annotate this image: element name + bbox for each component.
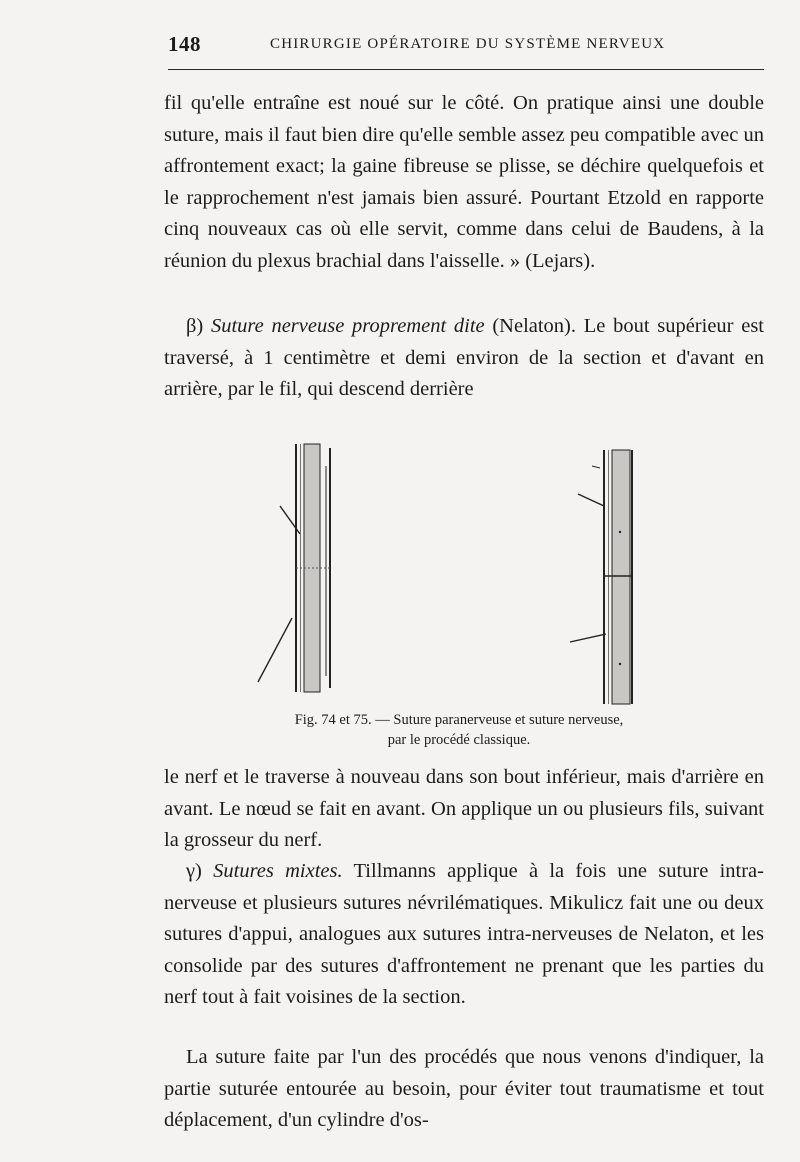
header-rule <box>168 69 764 70</box>
item-marker-gamma: γ) <box>186 860 202 882</box>
caption-line-1: Fig. 74 et 75. — Suture paranerveuse et suture nerveuse, <box>294 712 624 728</box>
figure-74-nerve <box>258 444 330 692</box>
item-marker-beta: β) <box>186 315 204 337</box>
paragraph-2-text: (Nelaton). Le bout supérieur est traversé, à 1 centimètre et demi environ de la section et d'avant en arrière, par le fil, qui descend derrière <box>164 315 764 400</box>
paragraph-5 <box>164 1042 764 1137</box>
paragraph-suture-nerveuse <box>164 311 764 406</box>
suture-thread-upper-75 <box>578 494 604 506</box>
suture-thread-lower-75 <box>570 634 606 642</box>
paragraph-4-text: Tillmanns applique à la fois une suture intra-nerveuse et plusieurs sutures névrilématiques. Mikulicz fait une ou deux sutures d'appui, analogues aux sutures intra-nerveuses de Nelaton, et les consolide par des sutures d'affrontement ne prenant que les parties du nerf tout à fait voisines de la section. <box>164 860 764 1008</box>
paragraph-5-text: La suture faite par l'un des procédés que nous venons d'indiquer, la partie suturée entourée au besoin, pour éviter tout traumatisme et tout déplacement, d'un cylindre d'os- <box>164 1046 764 1131</box>
figure-caption <box>224 710 694 750</box>
page-number: 148 <box>168 32 201 56</box>
paragraph-sutures-mixtes <box>164 856 764 1014</box>
caption-line-2: par le procédé classique. <box>387 732 531 748</box>
suture-thread-lower <box>258 618 292 682</box>
figure-74-75 <box>240 436 660 708</box>
paragraph-3: le nerf et le traverse à nouveau dans son bout inférieur, mais d'arrière en avant. Le nœud se fait en avant. On applique un ou plusieurs fils, suivant la grosseur du nerf. <box>164 766 764 851</box>
page-header <box>168 28 764 68</box>
section-title-sutures-mixtes: Sutures mixtes. <box>213 860 343 882</box>
paragraph-1: fil qu'elle entraîne est noué sur le côté. On pratique ainsi une double suture, mais il faut bien dire qu'elle semble assez peu compatible avec un affrontement exact; la gaine fibreuse se plisse, se déchire quelquefois et le rapprochement n'est jamais bien assuré. Pourtant Etzold en rapporte cinq nouveaux cas où elle servit, comme dans celui de Baudens, à la réunion du plexus brachial dans l'aisselle. » (Lejars). <box>164 92 764 272</box>
figure-75-nerve <box>570 450 632 704</box>
running-head: CHIRURGIE OPÉRATOIRE DU SYSTÈME NERVEUX <box>270 36 666 52</box>
section-title-suture-nerveuse: Suture nerveuse proprement dite <box>210 315 485 337</box>
